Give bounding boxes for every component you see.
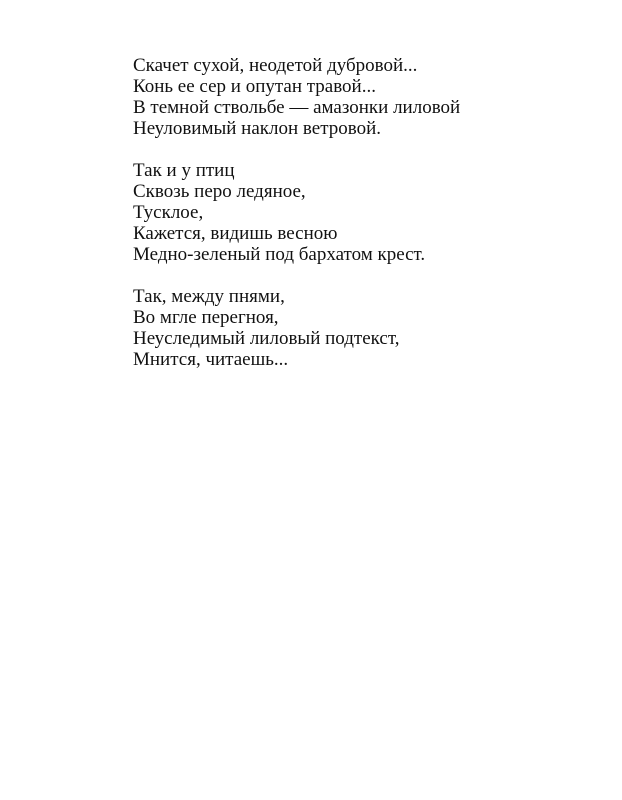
poem-line: Так, между пнями, bbox=[133, 286, 285, 307]
stanza-3 bbox=[133, 286, 603, 370]
poem-line: В темной ствольбе — амазонки лиловой bbox=[133, 97, 461, 118]
poem-line: Скачет сухой, неодетой дубровой... bbox=[133, 55, 418, 76]
poem-line: Кажется, видишь весною bbox=[133, 223, 338, 244]
poem-line: Конь ее сер и опутан травой... bbox=[133, 76, 376, 97]
poem-line: Тусклое, bbox=[133, 202, 204, 223]
stanza-1 bbox=[133, 55, 603, 139]
poem-text bbox=[133, 55, 603, 391]
stanza-2 bbox=[133, 160, 603, 265]
poem-line: Медно-зеленый под бархатом крест. bbox=[133, 244, 426, 265]
poem-line: Неуловимый наклон ветровой. bbox=[133, 118, 381, 139]
poem-line: Во мгле перегноя, bbox=[133, 307, 279, 328]
poem-line: Так и у птиц bbox=[133, 160, 235, 181]
poem-line: Мнится, читаешь... bbox=[133, 349, 289, 370]
poem-line: Сквозь перо ледяное, bbox=[133, 181, 306, 202]
poem-line: Неуследимый лиловый подтекст, bbox=[133, 328, 400, 349]
